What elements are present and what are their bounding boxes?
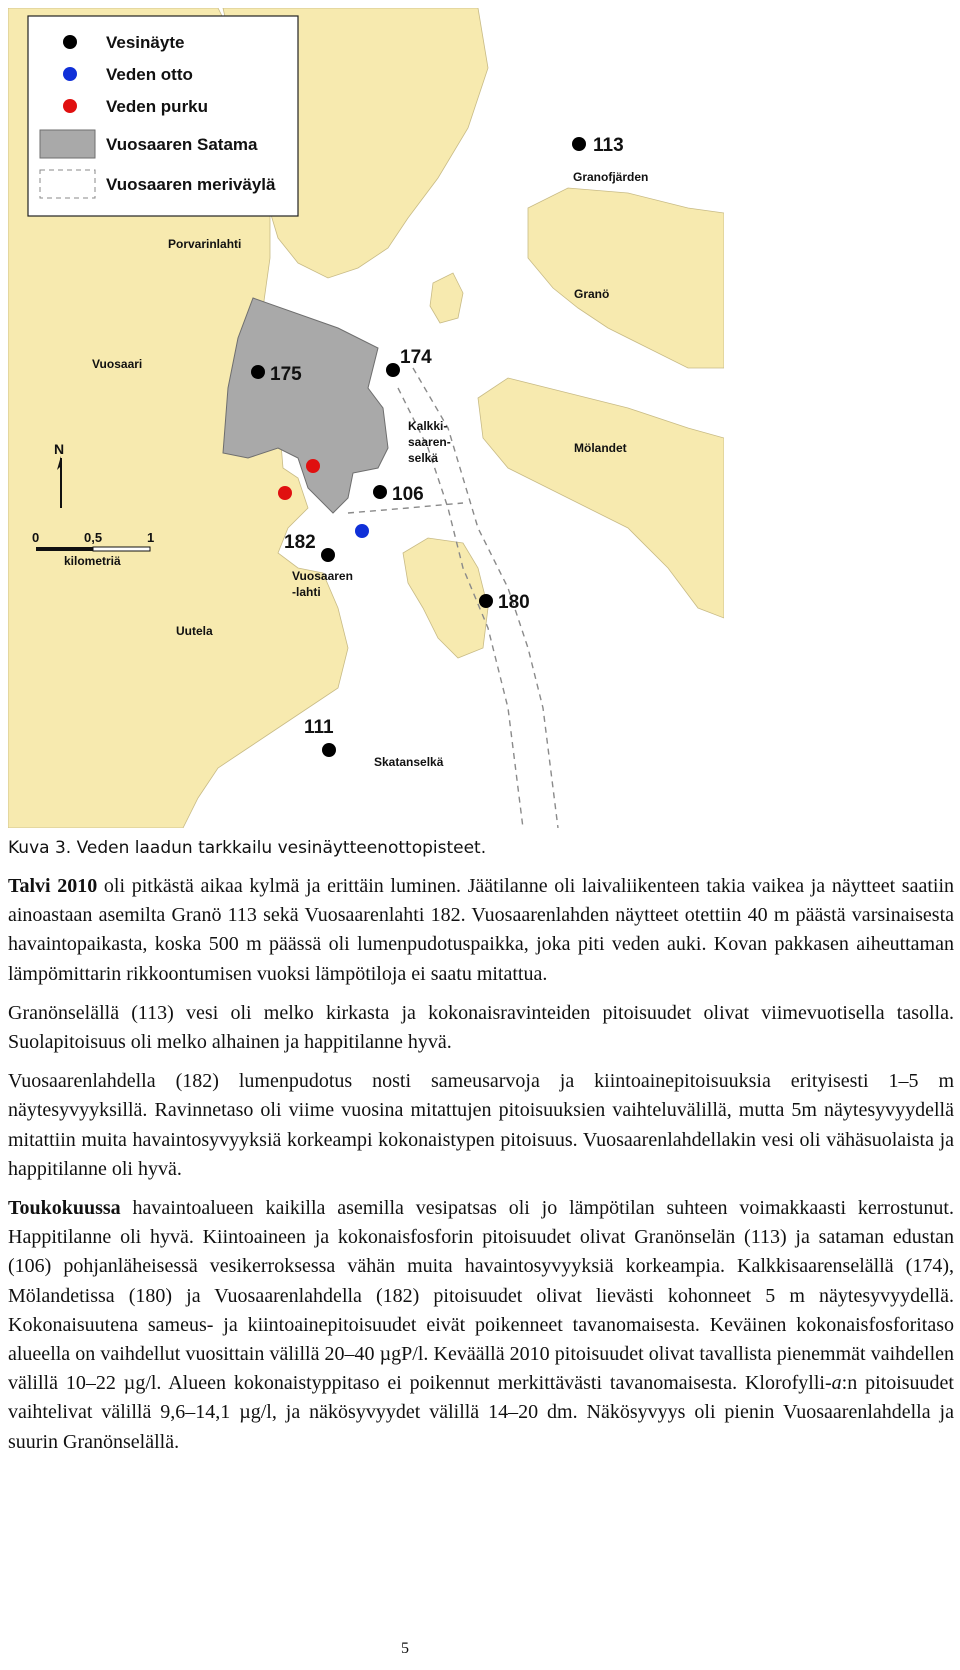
scale-tick-1: 1 — [147, 530, 155, 545]
legend-label-fairway: Vuosaaren meriväylä — [106, 175, 276, 194]
paragraph-vuosaarenlahti: Vuosaarenlahdella (182) lumenpudotus nosti sameusarvoja ja kiintoainepitoisuuksia erityisesti 1–5 m näytesyvyyksillä. Ravinnetaso oli viime vuosina mitattujen pitoisuuksien vaihteluvälillä, mutta 5m näytesyvyydellä mitattiin muita havaintosyvyyksiä korkeampi kokonaistypen pitoisuus. Vuosaarenlahdellakin vesi oli vähäsuolaista ja happitilanne oli hyvä. — [8, 1070, 954, 1180]
scale-unit: kilometriä — [64, 554, 121, 568]
place-granofjarden: Granofjärden — [573, 170, 649, 184]
legend-label-discharge: Veden purku — [106, 97, 209, 116]
scale-tick-0: 0 — [32, 530, 40, 545]
place-uutela: Uutela — [176, 624, 213, 638]
svg-text:180: 180 — [498, 592, 530, 613]
paragraph-winter-bold: Talvi 2010 — [8, 875, 98, 897]
sampling-map — [8, 8, 724, 828]
svg-text:175: 175 — [270, 364, 302, 385]
legend-swatch-intake — [63, 67, 77, 81]
place-kalkki-1: Kalkki- — [408, 419, 448, 433]
legend-label-sample: Vesinäyte — [106, 33, 185, 52]
svg-text:106: 106 — [392, 484, 424, 505]
paragraph-may-bold: Toukokuussa — [8, 1197, 121, 1220]
svg-text:111: 111 — [304, 717, 334, 738]
north-label: N — [54, 441, 65, 457]
place-vuosari: Vuosaari — [92, 357, 143, 371]
place-skatanselka: Skatanselkä — [374, 755, 444, 769]
legend-swatch-harbour — [40, 130, 95, 158]
paragraph-may-text: havaintoalueen kaikilla asemilla vesipatsas oli jo lämpötilan suhteen voimakkaasti kerrostunut. Happitilanne oli hyvä. Kiintoaineen ja kokonaisfosforin pitoisuudet olivat Granönselän (113) ja sataman edustan (106) pohjanläheisessä vesikerroksessa vähän muita havaintosyvyyksiä korkeampia. Kalkkisaarenselällä (174), Mölandetissa (180) ja Vuosaarenlahdella (182) pitoisuudet olivat lievästi kohonneet 5 m näytesyvyydellä. Kokonaisuutena sameus- ja kiintoainepitoisuudet eivät poikenneet tavanomaisesta. Keväinen kokonaisfosforitaso alueella on vaihdellut vuosittain välillä 20–40 µgP/l. Keväällä 2010 pitoisuudet olivat tavallista pienemmät vaihdellen välillä 10–22 µg/l. Alueen kokonaistyppitaso ei poikennut merkittävästi tavanomaisesta. Klorofylli- — [8, 1197, 954, 1395]
place-kalkki-2: saaren- — [408, 435, 451, 449]
paragraph-may — [8, 1194, 954, 1457]
discharge-point-1 — [306, 459, 320, 473]
place-vuosaaren-2: -lahti — [292, 585, 321, 599]
paragraph-granonselka: Granönselällä (113) vesi oli melko kirkasta ja kokonaisravinteiden pitoisuudet olivat viimevuotisella tasolla. Suolapitoisuus oli melko alhainen ja happitilanne hyvä. — [8, 1001, 954, 1054]
paragraph-winter — [8, 872, 954, 989]
page-number: 5 — [401, 1640, 409, 1657]
legend-swatch-sample — [63, 35, 77, 49]
place-porvarinlahti: Porvarinlahti — [168, 237, 242, 251]
legend-swatch-discharge — [63, 99, 77, 113]
place-vuosaaren-1: Vuosaaren — [292, 569, 353, 583]
svg-text:182: 182 — [284, 532, 316, 553]
place-grano: Granö — [574, 287, 610, 301]
legend-label-harbour: Vuosaaren Satama — [106, 135, 258, 154]
paragraph-may-italic: a — [831, 1372, 842, 1395]
paragraph-winter-text: oli pitkästä aikaa kylmä ja erittäin luminen. Jäätilanne oli laivaliikenteen takia vaikea ja näytteet saatiin ainoastaan asemilta Granö 113 sekä Vuosaarenlahti 182. Vuosaarenlahden näytteet otettiin 40 m päästä varsinaisesta havaintopaikasta, koska 500 m päässä oli lumenpudotuspaikka, joka piti veden auki. Kovan pakkasen aiheuttaman lämpömittarin rikkoontumisen vuoksi lämpötiloja ei saatu mitattua. — [8, 875, 954, 985]
map-legend — [28, 16, 298, 216]
svg-text:174: 174 — [400, 347, 432, 368]
discharge-point-2 — [278, 486, 292, 500]
figure-caption: Kuva 3. Veden laadun tarkkailu vesinäytteenottopisteet. — [8, 838, 487, 858]
intake-point — [355, 524, 369, 538]
scale-tick-05: 0,5 — [84, 530, 103, 545]
legend-label-intake: Veden otto — [106, 65, 193, 84]
paragraph-may-end: :n pitoisuudet vaihtelivat välillä 9,6–14,1 µg/l, ja näkösyvyydet välillä 14–20 dm. Näkösyvyys oli pienin Vuosaarenlahdella ja suurin Granönselällä. — [8, 1372, 954, 1453]
place-kalkki-3: selkä — [408, 451, 439, 465]
legend-swatch-fairway — [40, 170, 95, 198]
svg-text:113: 113 — [593, 135, 624, 156]
body-text — [8, 872, 954, 1467]
place-molandet: Mölandet — [574, 441, 627, 455]
